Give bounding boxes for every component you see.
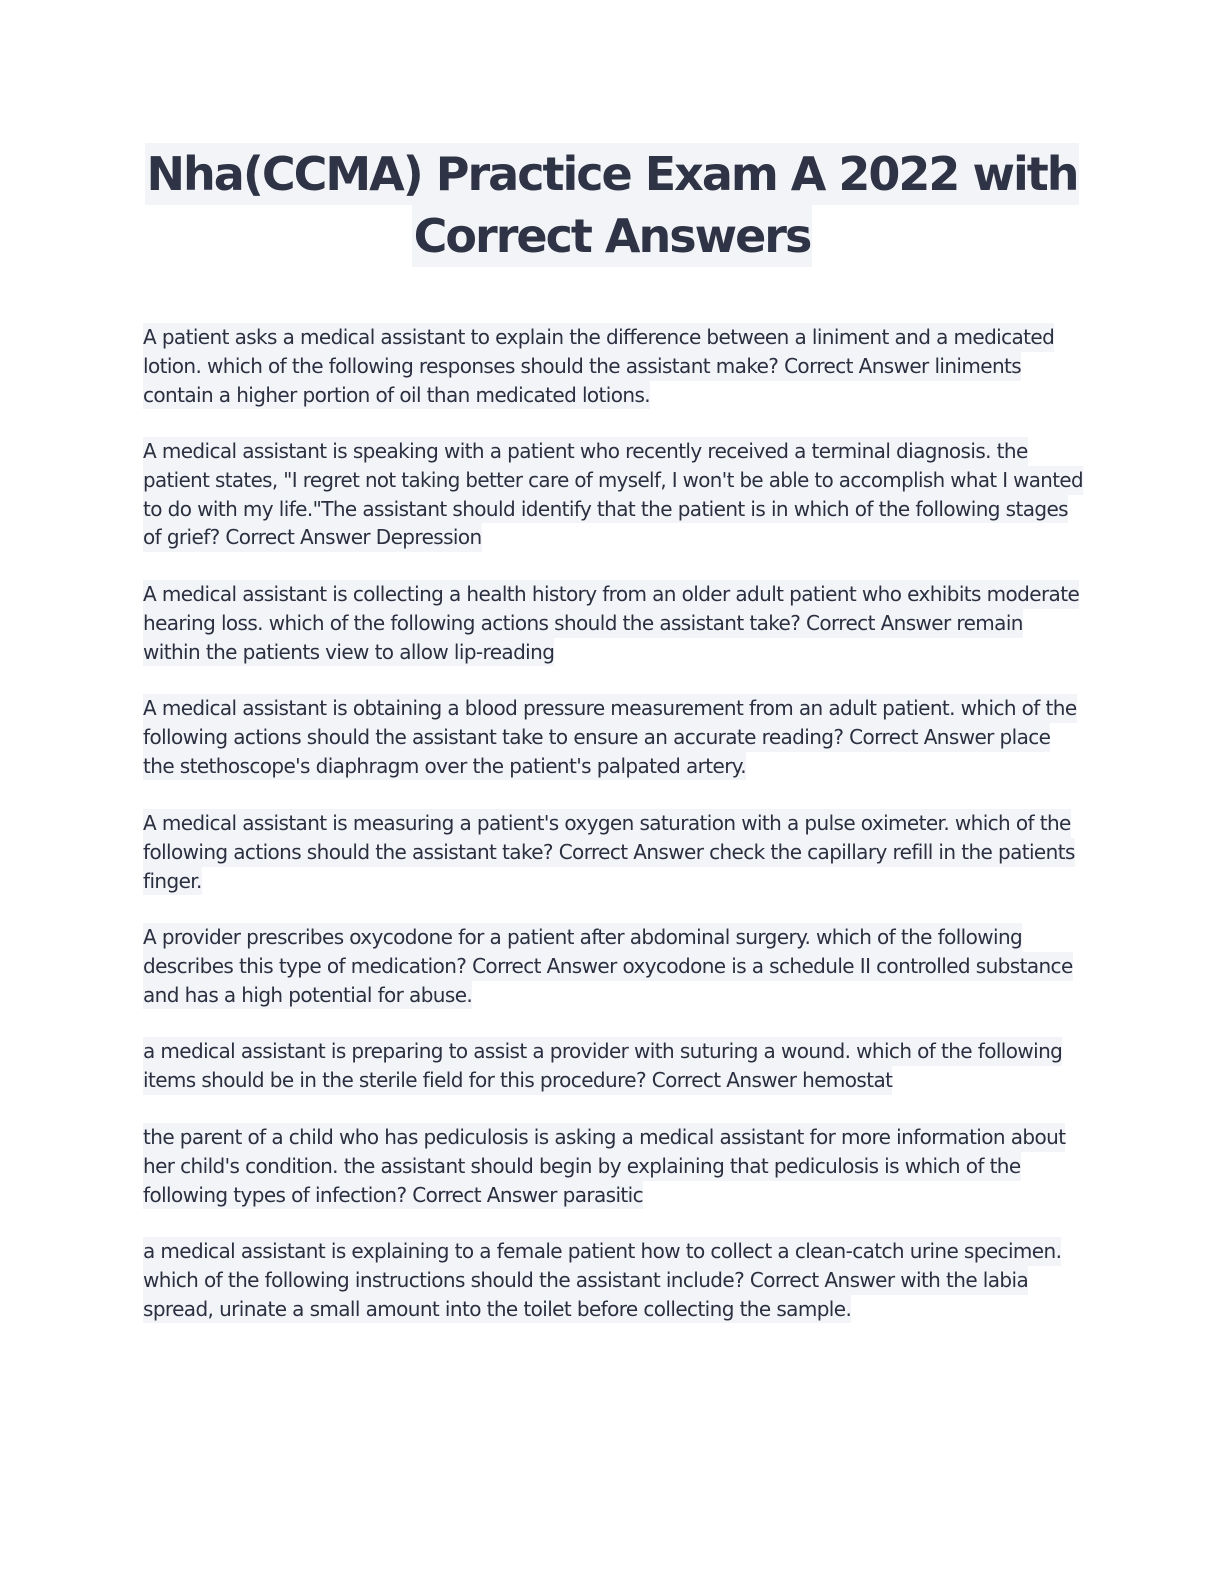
question-answer-item — [143, 809, 1083, 895]
question-text-line: following types of infection? Correct Answer parasitic — [143, 1181, 643, 1210]
question-text-line: describes this type of medication? Correct Answer oxycodone is a schedule II controlled substance — [143, 952, 1073, 981]
question-answer-item — [143, 323, 1083, 409]
question-answer-item — [143, 1037, 1083, 1095]
question-answer-item — [143, 923, 1083, 1009]
document-title — [0, 143, 1224, 267]
question-text-line: a medical assistant is preparing to assist a provider with suturing a wound. which of the following — [143, 1037, 1062, 1066]
question-text-line: items should be in the sterile field for this procedure? Correct Answer hemostat — [143, 1066, 892, 1095]
question-text-line: the stethoscope's diaphragm over the patient's palpated artery. — [143, 752, 746, 781]
question-answer-item — [143, 694, 1083, 780]
question-answer-item — [143, 437, 1083, 552]
title-line — [0, 143, 1224, 205]
question-text-line: following actions should the assistant take to ensure an accurate reading? Correct Answer place — [143, 723, 1050, 752]
question-text-line: patient states, "I regret not taking better care of myself, I won't be able to accomplish what I wanted — [143, 466, 1083, 495]
question-text-line: A medical assistant is collecting a health history from an older adult patient who exhibits moderate — [143, 580, 1079, 609]
question-text-line: the parent of a child who has pediculosis is asking a medical assistant for more information about — [143, 1123, 1065, 1152]
question-text-line: finger. — [143, 867, 202, 896]
title-text: Nha(CCMA) Practice Exam A 2022 with — [145, 143, 1080, 205]
question-text-line: a medical assistant is explaining to a female patient how to collect a clean-catch urine specimen. — [143, 1237, 1061, 1266]
question-text-line: hearing loss. which of the following actions should the assistant take? Correct Answer remain — [143, 609, 1023, 638]
question-text-line: following actions should the assistant take? Correct Answer check the capillary refill in the patients — [143, 838, 1075, 867]
question-answer-item — [143, 1237, 1083, 1323]
question-text-line: A medical assistant is measuring a patient's oxygen saturation with a pulse oximeter. which of the — [143, 809, 1071, 838]
question-text-line: and has a high potential for abuse. — [143, 981, 472, 1010]
question-text-line: which of the following instructions should the assistant include? Correct Answer with the labia — [143, 1266, 1028, 1295]
question-answer-item — [143, 580, 1083, 666]
question-text-line: within the patients view to allow lip-reading — [143, 638, 554, 667]
question-text-line: A provider prescribes oxycodone for a patient after abdominal surgery. which of the following — [143, 923, 1022, 952]
question-text-line: A patient asks a medical assistant to explain the difference between a liniment and a medicated — [143, 323, 1054, 352]
question-text-line: lotion. which of the following responses should the assistant make? Correct Answer liniments — [143, 352, 1021, 381]
question-text-line: spread, urinate a small amount into the toilet before collecting the sample. — [143, 1295, 851, 1324]
title-text: Correct Answers — [412, 205, 813, 267]
question-text-line: her child's condition. the assistant should begin by explaining that pediculosis is which of the — [143, 1152, 1021, 1181]
question-text-line: of grief? Correct Answer Depression — [143, 523, 482, 552]
question-text-line: contain a higher portion of oil than medicated lotions. — [143, 381, 650, 410]
question-text-line: to do with my life."The assistant should identify that the patient is in which of the following stages — [143, 495, 1068, 524]
question-text-line: A medical assistant is obtaining a blood pressure measurement from an adult patient. which of the — [143, 694, 1077, 723]
question-text-line: A medical assistant is speaking with a patient who recently received a terminal diagnosis. the — [143, 437, 1028, 466]
title-line — [0, 205, 1224, 267]
question-answer-item — [143, 1123, 1083, 1209]
